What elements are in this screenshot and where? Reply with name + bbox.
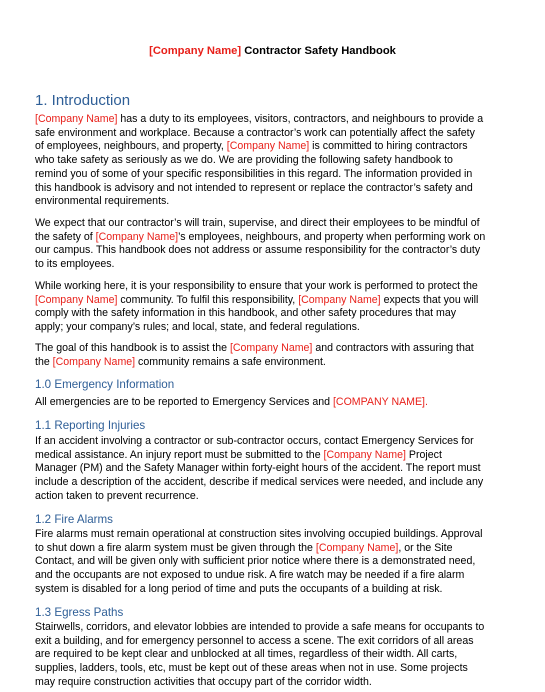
text-line — [35, 662, 510, 676]
company-name-placeholder: [Company Name] — [315, 541, 399, 554]
text-line — [35, 569, 510, 583]
text-run: Contact, and will be given only with sufficient prior notice where there is a demonstrated need, — [35, 555, 476, 568]
paragraph-injuries — [35, 435, 510, 504]
text-line — [35, 555, 510, 569]
text-run: who take safety as seriously as we do. We are providing the following safety handbook to — [35, 154, 453, 167]
text-run: of employees, neighbours, and property, — [35, 140, 227, 153]
text-run: community remains a safe environment. — [135, 355, 326, 368]
text-run: medical assistance. An injury report must be submitted to the — [35, 448, 324, 461]
text-run: Fire alarms must remain operational at construction sites involving occupied buildings. Approval — [35, 528, 483, 540]
text-line — [35, 307, 510, 321]
text-line — [35, 182, 510, 196]
paragraph-intro-1 — [35, 113, 510, 209]
text-line — [35, 127, 510, 141]
company-name-placeholder: [Company Name] — [35, 113, 118, 125]
text-run: to shut down a fire alarm system must be given through the — [35, 541, 316, 554]
text-line — [35, 476, 510, 490]
document-title — [0, 44, 545, 59]
company-name-placeholder: [Company Name] — [323, 448, 406, 461]
text-run: remind you of some of your specific responsibilities in this regard. The information provided in — [35, 167, 473, 180]
text-run: The goal of this handbook is to assist the — [35, 342, 230, 354]
text-run: While working here, it is your responsibility to ensure that your work is performed to protect the — [35, 280, 478, 292]
text-run: If an accident involving a contractor or sub-contractor occurs, contact Emergency Services for — [35, 435, 474, 447]
text-run: Project — [405, 448, 442, 461]
text-run: the — [35, 355, 53, 368]
text-run: safe environment and workplace. Because a contractor’s work can potentially affect the safety — [35, 126, 475, 139]
text-line — [35, 648, 510, 662]
text-run: include a description of the accident, describe if medical services were needed, and include any — [35, 476, 484, 489]
paragraph-emergency — [35, 396, 510, 410]
text-run: ’s employees, neighbours, and property when performing work on — [178, 230, 486, 243]
heading-fire-alarms: 1.2 Fire Alarms — [35, 513, 113, 526]
title-company-name: [Company Name] — [149, 45, 242, 57]
text-line — [35, 321, 510, 335]
company-name-placeholder: [Company Name] — [35, 293, 118, 306]
text-line — [35, 490, 510, 504]
text-run: All emergencies are to be reported to Emergency Services and — [35, 396, 333, 408]
paragraph-fire-alarms — [35, 528, 510, 597]
text-run: supplies, ladders, tools, etc, must be kept out of these areas when not in use. Some projects — [35, 662, 468, 675]
text-run: to its employees. — [35, 258, 115, 271]
text-run: and contractors with assuring that — [312, 342, 474, 354]
text-run: action taken to prevent recurrence. — [35, 489, 199, 502]
text-line — [35, 583, 510, 597]
text-run: community. To fulfil this responsibility, — [117, 293, 299, 306]
text-run: is committed to hiring contractors — [309, 140, 468, 153]
text-line — [35, 449, 510, 463]
text-run: may require construction activities that occupy part of the corridor width. — [35, 675, 372, 688]
text-line — [35, 462, 510, 476]
text-run: the safety of — [35, 230, 96, 243]
text-run: We expect that our contractor’s will train, supervise, and direct their employees to be mindful of — [35, 217, 480, 229]
text-line — [35, 244, 510, 258]
paragraph-egress — [35, 621, 510, 690]
text-line — [35, 676, 510, 690]
text-line — [35, 528, 510, 542]
text-line — [35, 356, 510, 370]
text-run: system is disabled for a long period of time and puts the occupants of a building at risk. — [35, 582, 443, 595]
text-run: Stairwells, corridors, and elevator lobbies are intended to provide a safe means for occupants to — [35, 621, 485, 633]
title-text: Contractor Safety Handbook — [241, 45, 396, 57]
text-line — [35, 195, 510, 209]
company-name-placeholder: [Company Name] — [226, 140, 310, 153]
company-name-placeholder: [COMPANY NAME]. — [332, 396, 428, 408]
text-run: and the occupants are not exposed to undue risk. A fire watch may be needed if a fire alarm — [35, 569, 465, 582]
company-name-placeholder: [Company Name] — [298, 293, 381, 306]
text-line — [35, 168, 510, 182]
company-name-placeholder: [Company Name] — [52, 355, 136, 368]
text-line — [35, 217, 510, 231]
paragraph-intro-3 — [35, 280, 510, 335]
text-line — [35, 154, 510, 168]
heading-introduction: 1. Introduction — [35, 92, 131, 109]
text-run: apply; your company’s rules; and local, state, and federal regulations. — [35, 321, 360, 334]
text-line — [35, 621, 510, 635]
text-line — [35, 435, 510, 449]
text-line — [35, 140, 510, 154]
text-run: this handbook is advisory and not intended to represent or replace the contractor’s safety and — [35, 181, 473, 194]
text-line — [35, 542, 510, 556]
text-line — [35, 342, 510, 356]
text-line — [35, 113, 510, 127]
text-run: are required to be kept clear and unblocked at all times, regardless of their width. All carts, — [35, 648, 458, 661]
heading-emergency-information: 1.0 Emergency Information — [35, 378, 175, 391]
company-name-placeholder: [Company Name] — [95, 230, 179, 243]
paragraph-intro-4 — [35, 342, 510, 369]
paragraph-intro-2 — [35, 217, 510, 272]
text-run: exit a building, and for emergency personnel to access a scene. The exit corridors of all areas — [35, 634, 474, 647]
text-run: Manager (PM) and the Safety Manager within forty-eight hours of the accident. The report must — [35, 462, 481, 475]
text-line — [35, 635, 510, 649]
text-line — [35, 258, 510, 272]
company-name-placeholder: [Company Name] — [229, 342, 313, 354]
text-run: has a duty to its employees, visitors, contractors, and neighbours to provide a — [117, 113, 484, 125]
text-run: our campus. This handbook does not address or assume responsibility for the contractor’s duty — [35, 244, 481, 257]
heading-egress-paths: 1.3 Egress Paths — [35, 606, 124, 619]
text-run: expects that you will — [380, 293, 479, 306]
text-line — [35, 231, 510, 245]
heading-reporting-injuries: 1.1 Reporting Injuries — [35, 419, 146, 432]
text-run: , or the Site — [398, 541, 453, 554]
text-line — [35, 294, 510, 308]
text-line — [35, 280, 510, 294]
text-line — [35, 396, 510, 410]
text-run: environmental requirements. — [35, 195, 170, 208]
text-run: comply with the safety information in this handbook, and other safety procedures that may — [35, 307, 457, 320]
